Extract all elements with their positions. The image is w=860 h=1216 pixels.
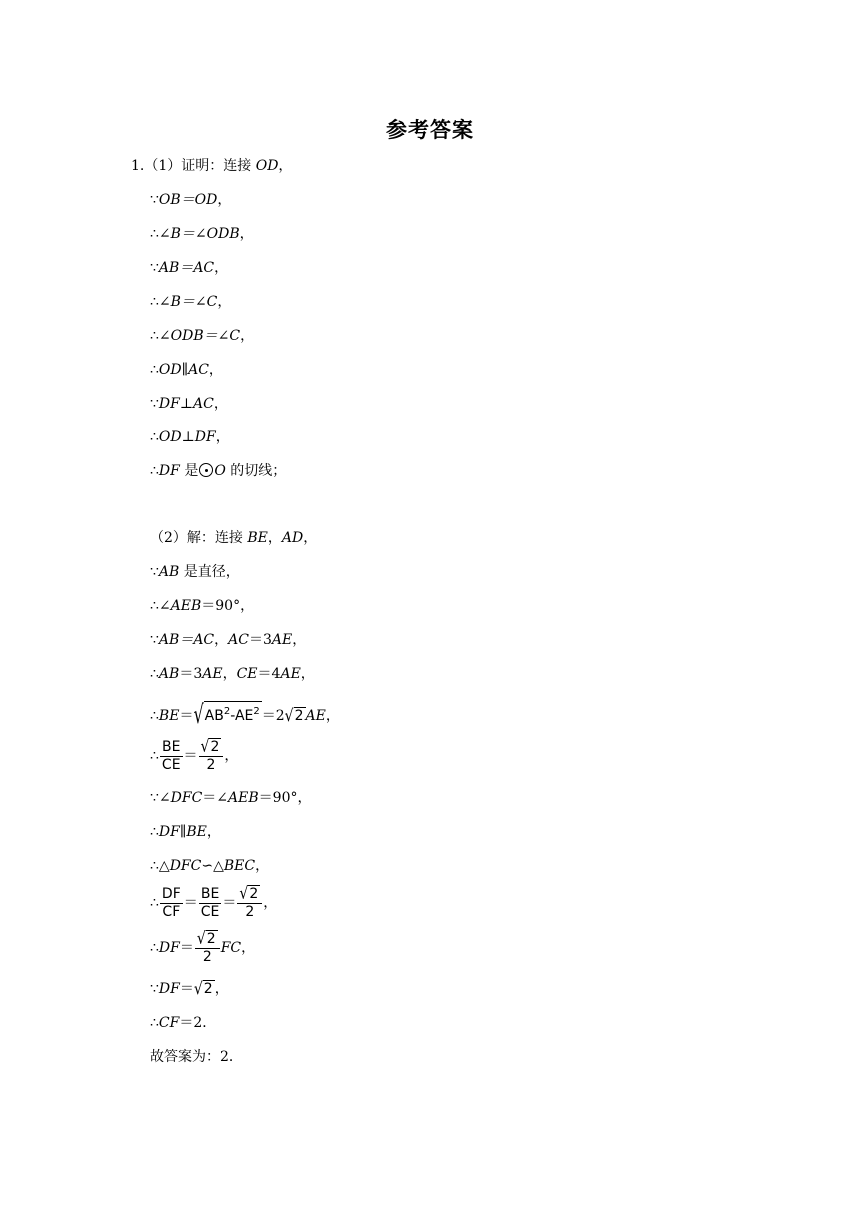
fraction: $\frac{√2}{2}$ [237,885,262,921]
solution-line: $\therefore BE=√AB^2-AE^2 =2√2$ AE， [150,699,340,730]
solution-line: ∵∠DFC＝∠AEB＝90°， [150,790,312,806]
solution-line: ∵AB 是直径， [150,564,240,580]
solution-line: ∴∠AEB＝90°， [150,598,255,614]
solution-line: ∴DF 是 O 的切线； [150,463,287,479]
fraction: $\frac{√2}{2}$ [195,930,220,966]
solution-line: 1.（1）证明：连接 OD， [131,158,293,174]
solution-line: ∴∠ODB＝∠C， [150,328,255,344]
solution-line: ∴ $\frac{DF}{CF}$ ＝ $\frac{BE}{CE}$ ＝ $\frac{√2}{2}$ ， [150,884,278,920]
fraction: $\frac{BE}{CE}$ [161,738,181,773]
solution-line: ∴DF∥BE， [150,824,221,840]
solution-line: ∴ $\frac{BE}{CE}$ ＝ $\frac{√2}{2}$ ， [150,737,239,773]
solution-line: ∵DF＝√2 ， [150,979,229,999]
solution-line: ∴∠B＝∠C， [150,294,232,310]
solution-line: ∴DF＝ $\frac{√2}{2}$ FC， [150,929,256,965]
solution-line: ∴CF＝2． [150,1015,217,1031]
square-root: $√AB^2-AE^2$ [193,699,260,730]
solution-line: （2）解：连接 BE，AD， [150,530,318,546]
square-root: √2 [284,706,304,726]
solution-line: ∴AB＝3AE，CE＝4AE， [150,666,315,682]
solution-line: ∴△DFC∽△BEC， [150,858,270,874]
fraction: $\frac{√2}{2}$ [199,738,224,774]
solution-line: ∵AB＝AC，AC＝3AE， [150,632,307,648]
fraction: $\frac{DF}{CF}$ [161,885,181,920]
solution-line: ∴∠B＝∠ODB， [150,226,254,242]
solution-line: ∴OD⊥DF， [150,429,230,445]
circle-dot-icon [199,463,213,477]
solution-line: ∴OD∥AC， [150,362,223,378]
solution-line: ∵OB＝OD， [150,192,232,208]
solution-line: ∵DF⊥AC， [150,396,228,412]
fraction: $\frac{BE}{CE}$ [200,885,220,920]
square-root: √2 [193,979,213,999]
solution-line: ∵AB＝AC， [150,260,229,276]
answer-line: 故答案为：2． [150,1049,243,1065]
page-title: 参考答案 [386,118,474,142]
